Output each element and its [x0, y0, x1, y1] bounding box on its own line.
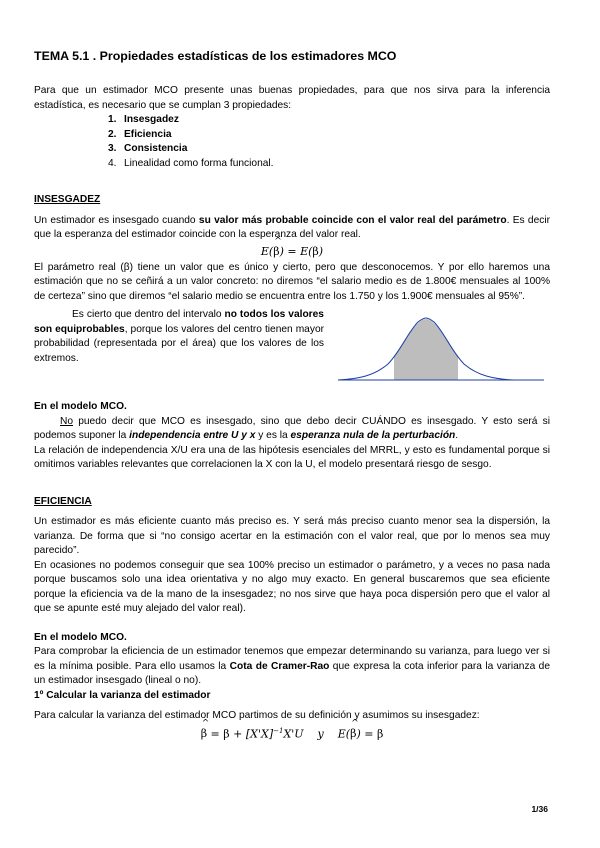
- list-item: 3. Consistencia: [108, 143, 188, 155]
- section-heading-insesgadez: INSESGADEZ: [34, 194, 101, 206]
- section-heading-eficiencia: EFICIENCIA: [34, 495, 92, 507]
- insesgadez-paragraph-1: Un estimador es insesgado cuando su valor más probable coincide con el valor real del parámetro. Es decir que la esperanza del estimador coincide con la esperanza del valor real.: [34, 214, 550, 240]
- interval-row: [34, 308, 550, 386]
- insesgadez-model-heading: En el modelo MCO.: [34, 401, 127, 413]
- eficiencia-paragraph-2: En ocasiones no podemos conseguir que sea 100% preciso un estimador o parámetro, y a veces no pasa nada porque buscamos solo una idea orientativa y no algo muy exacto. En general buscaremos que sea eficiente porque la eficiencia va de la mano de la insesgadez; no nos sirve que haya poca dispersión pero que el valor al que se apunte esté muy alejado del valor real).: [34, 559, 550, 615]
- normal-distribution-chart: [338, 316, 544, 386]
- eficiencia-model-heading: En el modelo MCO.: [34, 631, 127, 643]
- page-title: TEMA 5.1 . Propiedades estadísticas de los estimadores MCO: [34, 49, 397, 63]
- eficiencia-paragraph-1: Un estimador es más eficiente cuanto más preciso es. Y será más preciso cuanto menor sea la dispersión, la varianza. De forma que si “no consigo acertar en la estimación con el valor real, que por lo menos sea muy parecido”.: [34, 516, 550, 557]
- intro-paragraph: Para que un estimador MCO presente unas buenas propiedades, para que nos sirva para la inferencia estadística, es necesario que se cumplan 3 propiedades:: [34, 85, 550, 111]
- unbiasedness-formula: E(^ β) = E(β): [34, 244, 550, 261]
- probability-area: [394, 319, 458, 380]
- insesgadez-paragraph-2: El parámetro real (β) tiene un valor que es único y cierto, pero que desconocemos. Y por ello haremos una estimación que no se ceñirá a un valor concreto: no diremos “el salario medio es de 1.800€ mensuales al 100% de certeza” sino que diremos “el salario medio se encuentra entre los 1.750 y los 1.900€ mensuales al 95%”.: [34, 261, 550, 302]
- properties-list: [34, 113, 550, 171]
- step-1-heading: 1º Calcular la varianza del estimador: [34, 689, 211, 701]
- page-content: [34, 48, 550, 743]
- insesgadez-paragraph-4: No puedo decir que MCO es insesgado, sino que debo decir CUÁNDO es insesgado. Y esto será si podemos suponer la independencia entre U y x y es la esperanza nula de la perturbación.: [34, 415, 550, 442]
- list-item: 4. Linealidad como forma funcional.: [108, 157, 274, 169]
- page-number: 1/36: [531, 804, 548, 814]
- list-item: 1. Insesgadez: [108, 114, 179, 126]
- insesgadez-paragraph-3: Es cierto que dentro del intervalo no todos los valores son equiprobables, porque los valores del centro tienen mayor probabilidad (representada por el área) que los valores de los extremos.: [34, 309, 324, 364]
- insesgadez-paragraph-5: La relación de independencia X/U era una de las hipótesis esenciales del MRRL, y esto es fundamental porque si omitimos variables relevantes que correlacionen la X con la U, el modelo presentará riesgo de sesgo.: [34, 444, 550, 471]
- eficiencia-paragraph-4: Para calcular la varianza del estimador MCO partimos de su definición y asumimos su insesgadez:: [34, 710, 480, 722]
- eficiencia-paragraph-3: Para comprobar la eficiencia de un estimador tenemos que empezar determinando su varianza, para luego ver si es la mínima posible. Para ello usamos la Cota de Cramer-Rao que expresa la cota inferior para la varianza de un estimador insesgado (lineal o no).: [34, 646, 550, 687]
- estimator-formula: ^ $\beta = \beta + [X'X]^{-1}X'U$ y E(^ β) = β: [34, 726, 550, 743]
- list-item: 2. Eficiencia: [108, 128, 172, 140]
